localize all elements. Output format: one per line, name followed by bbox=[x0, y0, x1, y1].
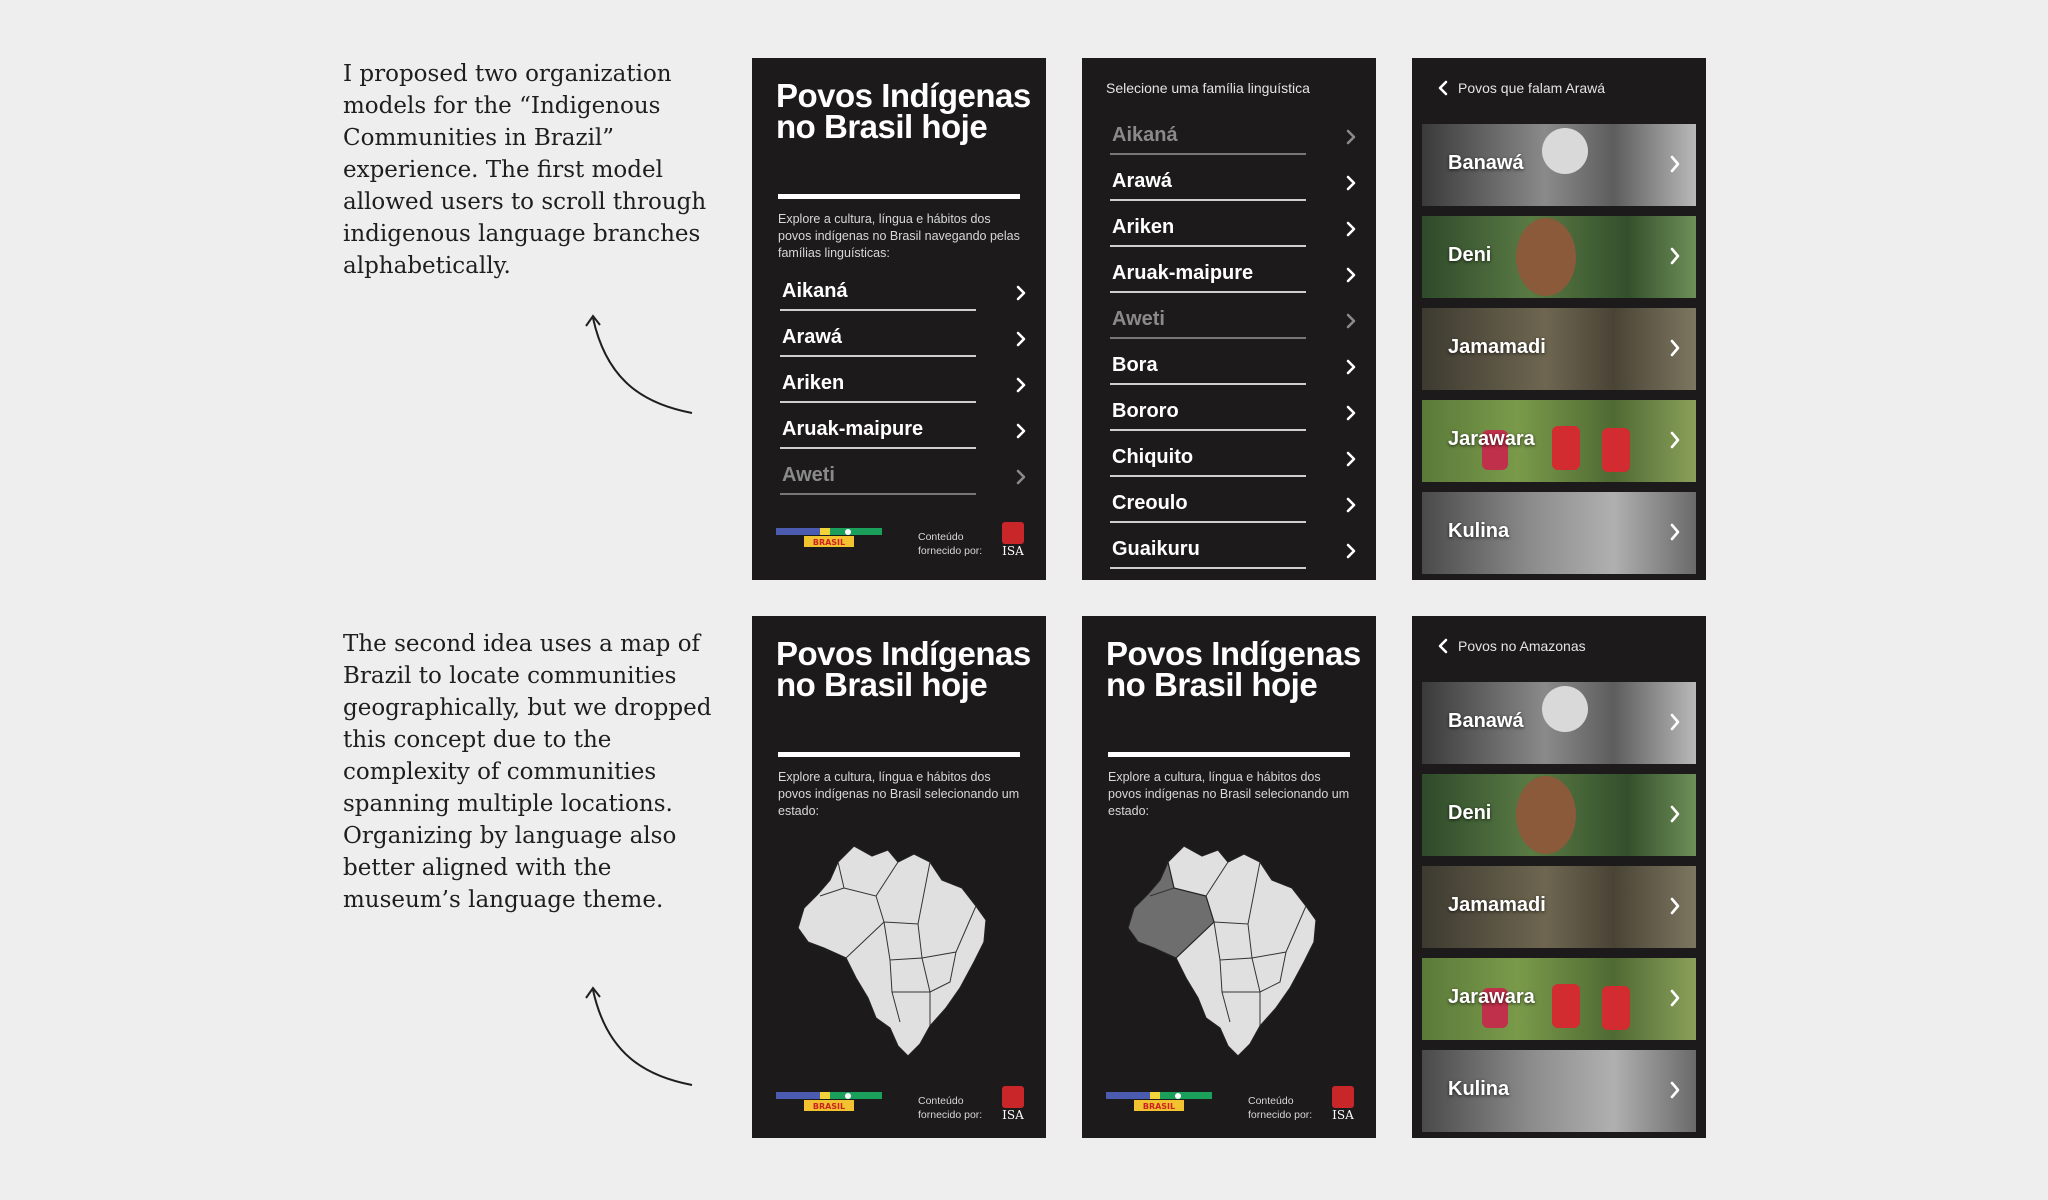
card-label: Kulina bbox=[1448, 520, 1510, 542]
language-family-list bbox=[752, 272, 1046, 502]
item-divider bbox=[780, 401, 976, 403]
chevron-right-icon bbox=[1666, 246, 1684, 266]
credit-line-1: Conteúdo bbox=[918, 531, 964, 543]
people-card-banawa[interactable] bbox=[1422, 682, 1696, 764]
people-card-jarawara[interactable] bbox=[1422, 958, 1696, 1040]
list-item-label: Creoulo bbox=[1112, 492, 1188, 514]
people-card-deni[interactable] bbox=[1422, 774, 1696, 856]
screen-home-language-list bbox=[752, 58, 1046, 580]
credit-line-1: Conteúdo bbox=[918, 1095, 964, 1107]
isa-logo bbox=[1000, 522, 1026, 562]
screen-language-families bbox=[1082, 58, 1376, 580]
people-card-banawa[interactable] bbox=[1422, 124, 1696, 206]
title-divider bbox=[1108, 752, 1350, 757]
list-item-ariken[interactable] bbox=[752, 364, 1046, 410]
list-item-aikana[interactable] bbox=[1082, 116, 1376, 162]
credit-text bbox=[918, 530, 982, 558]
card-label: Jamamadi bbox=[1448, 894, 1546, 916]
list-item-arawa[interactable] bbox=[1082, 162, 1376, 208]
brazil-map[interactable] bbox=[780, 832, 1020, 1058]
card-label: Jarawara bbox=[1448, 428, 1535, 450]
photo-figure bbox=[1516, 776, 1576, 854]
item-divider bbox=[780, 355, 976, 357]
list-item-label: Chiquito bbox=[1112, 446, 1194, 468]
chevron-right-icon bbox=[1012, 376, 1030, 394]
logo-text: BRASIL bbox=[812, 538, 846, 547]
footer bbox=[1106, 1086, 1356, 1126]
list-item-label: Ariken bbox=[782, 372, 845, 394]
chevron-right-icon bbox=[1666, 154, 1684, 174]
photo-figure bbox=[1516, 218, 1576, 296]
card-label: Banawá bbox=[1448, 710, 1524, 732]
screen-header bbox=[1436, 80, 1605, 96]
credit-text bbox=[1248, 1094, 1312, 1122]
chevron-right-icon bbox=[1342, 542, 1360, 560]
chevron-right-icon bbox=[1012, 422, 1030, 440]
isa-seal-icon bbox=[1002, 1086, 1024, 1108]
chevron-right-icon bbox=[1342, 358, 1360, 376]
list-item-aweti[interactable] bbox=[1082, 300, 1376, 346]
screen-map bbox=[752, 616, 1046, 1138]
intro-text: Explore a cultura, língua e hábitos dos povos indígenas no Brasil navegando pelas famílias linguísticas: bbox=[778, 212, 1020, 260]
item-divider bbox=[1110, 567, 1306, 569]
credit-line-2: fornecido por: bbox=[1248, 1109, 1313, 1121]
photo-figure bbox=[1542, 686, 1588, 732]
arrow-icon bbox=[585, 312, 695, 416]
people-card-deni[interactable] bbox=[1422, 216, 1696, 298]
list-item-label: Aikaná bbox=[1112, 124, 1178, 146]
list-item-ariken[interactable] bbox=[1082, 208, 1376, 254]
people-card-jamamadi[interactable] bbox=[1422, 866, 1696, 948]
credit-line-2: fornecido por: bbox=[918, 1109, 983, 1121]
chevron-right-icon bbox=[1342, 266, 1360, 284]
list-item-label: Bora bbox=[1112, 354, 1158, 376]
list-item-aruak-maipure[interactable] bbox=[1082, 254, 1376, 300]
item-divider bbox=[780, 309, 976, 311]
list-item-label: Aweti bbox=[782, 464, 835, 486]
list-item-aruak-maipure[interactable] bbox=[752, 410, 1046, 456]
list-item-label: Ariken bbox=[1112, 216, 1175, 238]
logo-text: BRASIL bbox=[812, 1102, 846, 1111]
people-card-jarawara[interactable] bbox=[1422, 400, 1696, 482]
screen-peoples-amazonas bbox=[1412, 616, 1706, 1138]
list-item-guaikuru[interactable] bbox=[1082, 530, 1376, 576]
card-label: Deni bbox=[1448, 802, 1492, 824]
photo-figure bbox=[1552, 984, 1580, 1028]
list-item-label: Aruak-maipure bbox=[1112, 262, 1254, 284]
footer bbox=[776, 1086, 1026, 1126]
chevron-left-icon[interactable] bbox=[1436, 80, 1450, 96]
page-title: Povos Indígenas no Brasil hoje bbox=[1106, 635, 1361, 703]
credit-text bbox=[918, 1094, 982, 1122]
note-second-model: The second idea uses a map of Brazil to locate communities geographically, but we dropped this concept due to the complexity of communities spanning multiple locations. Organizing by language also better aligned with the museum’s language theme. bbox=[343, 631, 712, 913]
list-item-chiquito[interactable] bbox=[1082, 438, 1376, 484]
item-divider bbox=[1110, 199, 1306, 201]
chevron-right-icon bbox=[1666, 430, 1684, 450]
page-title: Povos Indígenas no Brasil hoje bbox=[776, 635, 1031, 703]
chevron-right-icon bbox=[1666, 522, 1684, 542]
list-item-label: Arawá bbox=[782, 326, 843, 348]
chevron-right-icon bbox=[1342, 496, 1360, 514]
photo-figure bbox=[1602, 428, 1630, 472]
people-card-kulina[interactable] bbox=[1422, 1050, 1696, 1132]
list-item-label: Aikaná bbox=[782, 280, 848, 302]
chevron-right-icon bbox=[1342, 312, 1360, 330]
photo-figure bbox=[1542, 128, 1588, 174]
chevron-right-icon bbox=[1666, 804, 1684, 824]
brasil-logo bbox=[1106, 1092, 1212, 1112]
list-item-label: Bororo bbox=[1112, 400, 1179, 422]
item-divider bbox=[780, 447, 976, 449]
screen-peoples-arawa bbox=[1412, 58, 1706, 580]
logo-text: BRASIL bbox=[1142, 1102, 1176, 1111]
card-label: Jarawara bbox=[1448, 986, 1535, 1008]
card-label: Banawá bbox=[1448, 152, 1524, 174]
chevron-right-icon bbox=[1666, 896, 1684, 916]
language-family-list bbox=[1082, 116, 1376, 576]
chevron-right-icon bbox=[1012, 330, 1030, 348]
chevron-right-icon bbox=[1666, 338, 1684, 358]
isa-label: ISA bbox=[1002, 1108, 1024, 1122]
item-divider bbox=[1110, 521, 1306, 523]
item-divider bbox=[1110, 291, 1306, 293]
chevron-right-icon bbox=[1012, 284, 1030, 302]
brasil-logo bbox=[776, 528, 882, 548]
credit-line-2: fornecido por: bbox=[918, 545, 983, 557]
list-item-arawa[interactable] bbox=[752, 318, 1046, 364]
people-card-jamamadi[interactable] bbox=[1422, 308, 1696, 390]
chevron-right-icon bbox=[1342, 128, 1360, 146]
isa-logo bbox=[1000, 1086, 1026, 1126]
screen-header bbox=[1106, 80, 1310, 96]
isa-label: ISA bbox=[1332, 1108, 1354, 1122]
chevron-right-icon bbox=[1012, 468, 1030, 486]
item-divider bbox=[1110, 429, 1306, 431]
item-divider bbox=[1110, 337, 1306, 339]
brasil-logo bbox=[776, 1092, 882, 1112]
page-title: Povos Indígenas no Brasil hoje bbox=[776, 77, 1031, 145]
chevron-right-icon bbox=[1666, 1080, 1684, 1100]
list-item-label: Aweti bbox=[1112, 308, 1165, 330]
isa-seal-icon bbox=[1002, 522, 1024, 544]
title-divider bbox=[778, 752, 1020, 757]
item-divider bbox=[780, 493, 976, 495]
screen-header bbox=[1436, 638, 1586, 654]
chevron-right-icon bbox=[1342, 450, 1360, 468]
intro-text: Explore a cultura, língua e hábitos dos povos indígenas no Brasil selecionando um estado: bbox=[1108, 770, 1350, 818]
arrow-icon bbox=[585, 984, 695, 1088]
brazil-map[interactable] bbox=[1110, 832, 1350, 1058]
credit-line-1: Conteúdo bbox=[1248, 1095, 1294, 1107]
isa-logo bbox=[1330, 1086, 1356, 1126]
card-label: Jamamadi bbox=[1448, 336, 1546, 358]
header-title: Povos no Amazonas bbox=[1458, 638, 1586, 654]
list-item-label: Guaikuru bbox=[1112, 538, 1200, 560]
list-item-aweti[interactable] bbox=[752, 456, 1046, 502]
item-divider bbox=[1110, 383, 1306, 385]
title-divider bbox=[778, 194, 1020, 199]
list-item-bora[interactable] bbox=[1082, 346, 1376, 392]
chevron-right-icon bbox=[1666, 712, 1684, 732]
chevron-right-icon bbox=[1342, 220, 1360, 238]
item-divider bbox=[1110, 245, 1306, 247]
photo-figure bbox=[1602, 986, 1630, 1030]
isa-label: ISA bbox=[1002, 544, 1024, 558]
footer bbox=[776, 522, 1026, 562]
header-title: Povos que falam Arawá bbox=[1458, 80, 1606, 96]
header-title: Selecione uma família linguística bbox=[1106, 80, 1310, 96]
screen-map-selected bbox=[1082, 616, 1376, 1138]
chevron-right-icon bbox=[1342, 174, 1360, 192]
item-divider bbox=[1110, 475, 1306, 477]
list-item-label: Arawá bbox=[1112, 170, 1173, 192]
isa-seal-icon bbox=[1332, 1086, 1354, 1108]
list-item-aikana[interactable] bbox=[752, 272, 1046, 318]
chevron-right-icon bbox=[1666, 988, 1684, 1008]
list-item-bororo[interactable] bbox=[1082, 392, 1376, 438]
list-item-label: Aruak-maipure bbox=[782, 418, 924, 440]
intro-text: Explore a cultura, língua e hábitos dos povos indígenas no Brasil selecionando um estado: bbox=[778, 770, 1020, 818]
card-label: Deni bbox=[1448, 244, 1492, 266]
note-first-model: I proposed two organization models for the “Indigenous Communities in Brazil” experience. The first model allowed users to scroll through indigenous language branches alphabetically. bbox=[343, 61, 707, 279]
list-item-creoulo[interactable] bbox=[1082, 484, 1376, 530]
photo-figure bbox=[1552, 426, 1580, 470]
item-divider bbox=[1110, 153, 1306, 155]
chevron-left-icon[interactable] bbox=[1436, 638, 1450, 654]
chevron-right-icon bbox=[1342, 404, 1360, 422]
card-label: Kulina bbox=[1448, 1078, 1510, 1100]
people-card-kulina[interactable] bbox=[1422, 492, 1696, 574]
